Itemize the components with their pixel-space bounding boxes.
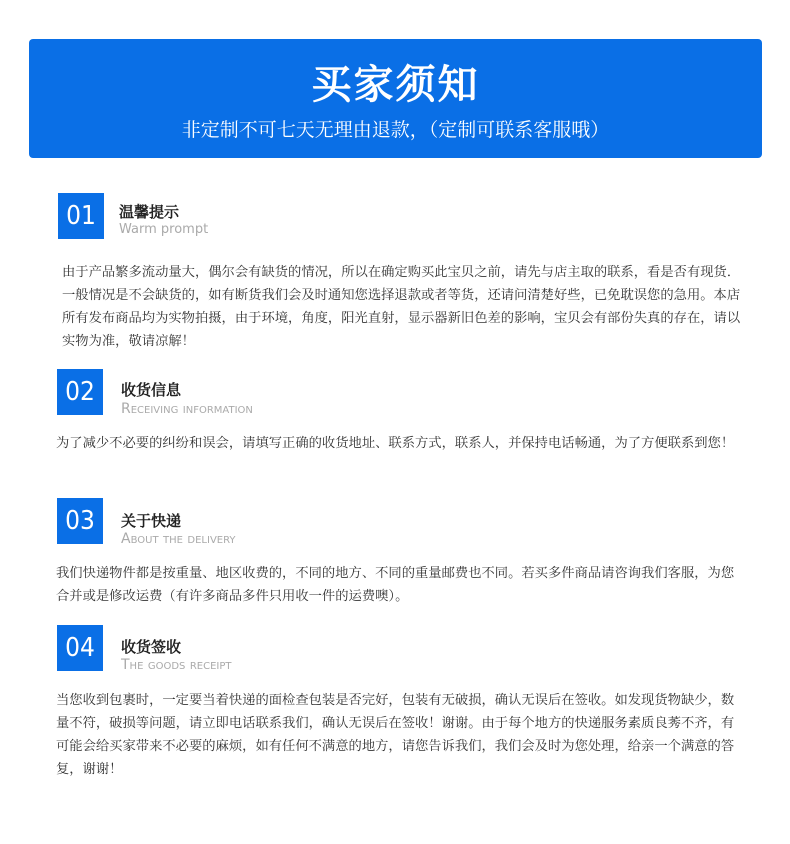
- page-title: 买家须知: [311, 62, 480, 108]
- page-subtitle: 非定制不可七天无理由退款，（定制可联系客服哦）: [181, 119, 610, 141]
- section-body: 当您收到包裹时，一定要当着快递的面检查包装是否完好，包装有无破损，确认无误后在签收。如发现货物缺少，数量不符，破损等问题，请立即电话联系我们，确认无误后在签收！谢谢。由于每个地方的快递服务素质良莠不齐，有可能会给买家带来不必要的麻烦，如有任何不满意的地方，请您告诉我们，我们会及时为您处理，给亲一个满意的答复，谢谢！: [56, 693, 735, 777]
- section-number-badge: 01: [58, 193, 104, 239]
- section-number-badge: 03: [57, 498, 103, 544]
- section-subtitle: Warm prompt: [119, 222, 209, 237]
- section-number-badge: 02: [57, 369, 103, 415]
- header-banner: [29, 39, 762, 158]
- section-body: 为了减少不必要的纠纷和误会，请填写正确的收货地址、联系方式，联系人，并保持电话畅通，为了方便联系到您！: [56, 436, 735, 451]
- section-body: 由于产品繁多流动量大，偶尔会有缺货的情况，所以在确定购买此宝贝之前，请先与店主取的联系，看是否有现货．一般情况是不会缺货的，如有断货我们会及时通知您选择退款或者等货，还请问清楚好些，已免耽误您的急用。本店所有发布商品均为实物拍摄，由于环境，角度，阳光直射，显示器新旧色差的影响，宝贝会有部份失真的存在，请以实物为准，敬请凉解！: [62, 265, 741, 349]
- section-title: 温馨提示: [119, 203, 180, 221]
- section-body: 我们快递物件都是按重量、地区收费的，不同的地方、不同的重量邮费也不同。若买多件商品请咨询我们客服，为您合并或是修改运费（有许多商品多件只用收一件的运费噢）。: [56, 566, 735, 604]
- section-number-badge: 04: [57, 625, 103, 671]
- section-title: 关于快递: [121, 512, 182, 530]
- section-subtitle: Receiving information: [121, 401, 253, 417]
- section-title: 收货信息: [121, 381, 182, 399]
- section-subtitle: About the delivery: [121, 531, 236, 547]
- section-title: 收货签收: [121, 638, 182, 656]
- section-subtitle: The goods receipt: [121, 657, 232, 673]
